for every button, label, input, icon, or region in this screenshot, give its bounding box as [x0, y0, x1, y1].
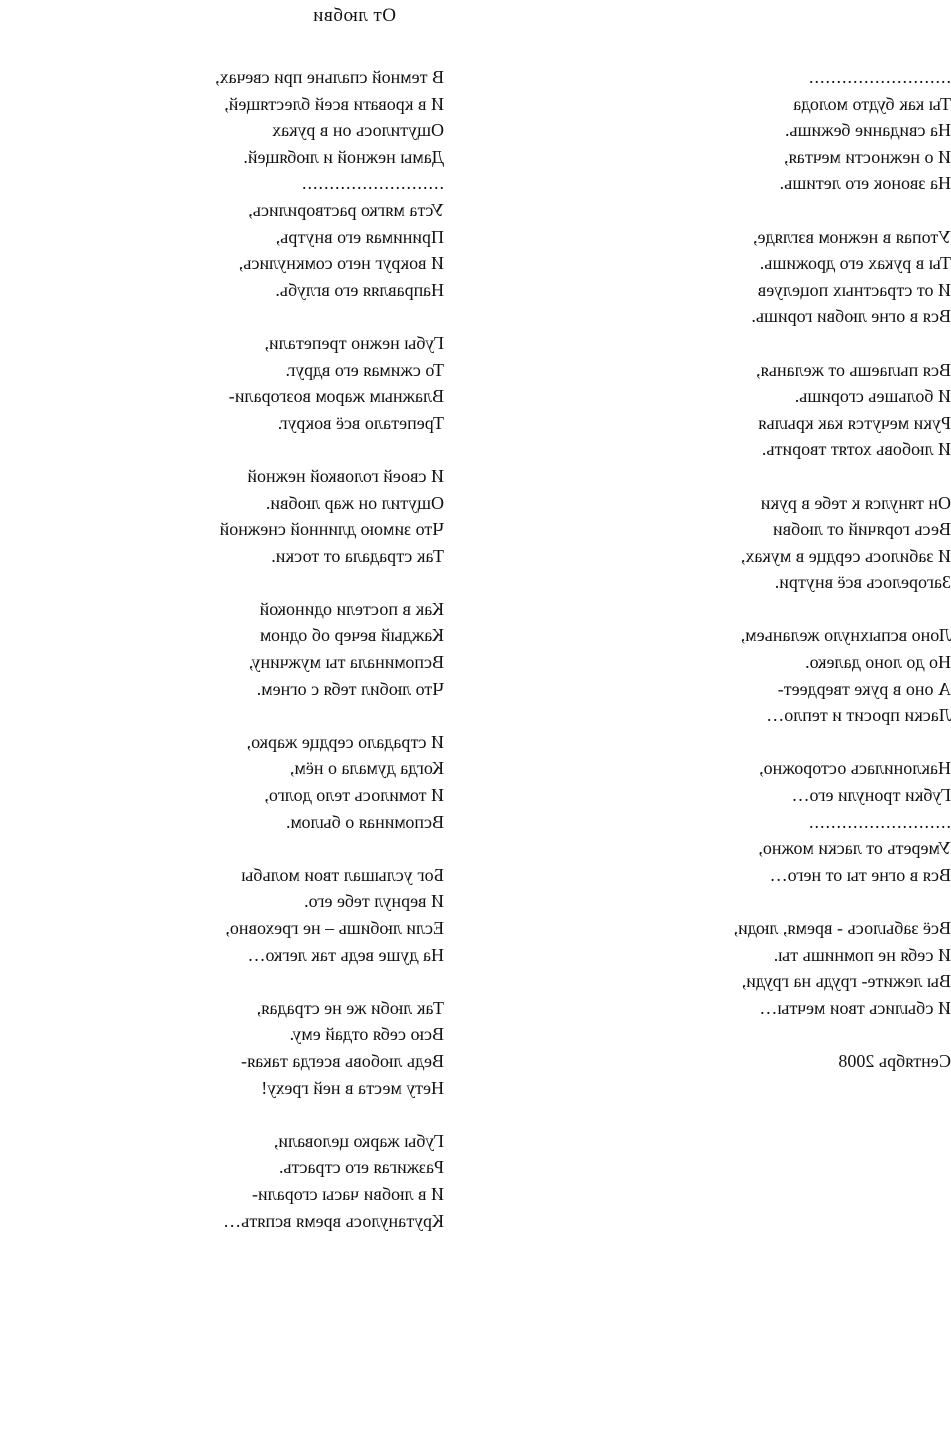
poem-line: Вы лежите- грудь на груди,	[741, 971, 951, 992]
poem-line: И себя не помнишь ты.	[773, 944, 951, 965]
poem-line: Весь горячий от любви	[772, 519, 951, 540]
poem-line: Он тянулся к тебе в руки	[760, 492, 951, 513]
poem-line: Что любил тебя с огнем.	[256, 678, 444, 699]
poem-stanza	[4, 463, 444, 569]
poem-line: Всё забылось - время, люди,	[733, 918, 951, 938]
poem-line: Разжигая его страсть.	[278, 1157, 444, 1178]
poem-stanza	[4, 729, 444, 835]
poem-line: Дамы нежной и любящей.	[243, 146, 444, 167]
poem-line: Утопая в нежном взгляде,	[753, 226, 951, 247]
poem-stanza	[4, 1128, 444, 1234]
poem-line: Вспоминая о былом.	[286, 811, 444, 832]
poem-line: Вся в огне любви горишь.	[751, 306, 951, 327]
poem-stanza	[621, 64, 951, 197]
poem-line: Всю себя отдай ему.	[289, 1024, 444, 1045]
poem-stanza	[4, 862, 444, 968]
poem-line: Так люби же не страдая,	[256, 997, 444, 1018]
poem-stanza	[621, 755, 951, 888]
poem-date: Сентябрь 2008	[838, 1050, 951, 1071]
poem-line: И о нежности мечтая,	[784, 146, 951, 167]
poem-line: И от страстных поцелуев	[757, 279, 951, 300]
poem-line: Уста мягко растворились,	[248, 199, 444, 220]
poem-line: Крутанулось время вспять…	[223, 1210, 444, 1231]
poem-stanza	[4, 330, 444, 436]
poem-line: Принимая его внутрь,	[275, 226, 444, 247]
ellipsis-divider: ..........................	[808, 67, 951, 87]
poem-line: Но до лоно далеко.	[805, 652, 951, 673]
poem-line: Влажным жаром возгорали-	[228, 386, 444, 407]
poem-line: Так страдала от тоски.	[271, 545, 444, 566]
poem-line: Бог услышал твои мольбы	[241, 864, 444, 885]
poem-line: Ласки просит и тепло…	[766, 705, 951, 726]
ellipsis-divider: ..........................	[808, 811, 951, 832]
poem-line: Губки тронули его…	[791, 785, 951, 806]
poem-stanza	[621, 357, 951, 463]
poem-title: От любви	[312, 5, 396, 26]
poem-line: Когда думала о нём,	[289, 758, 444, 779]
poem-stanza	[621, 224, 951, 330]
poem-line: Ощутилось он в руках	[272, 120, 444, 141]
poem-line: И вернул тебе его.	[304, 891, 444, 912]
poem-line: Вспоминала ты мужчину,	[248, 652, 444, 673]
poem-stanza	[621, 490, 951, 596]
poem-stanza	[621, 622, 951, 728]
poem-line: Руки мечутся как крылья	[758, 412, 951, 433]
poem-line: И забилось сердце в муках,	[740, 545, 951, 566]
poem-line: Губы жарко целовали,	[273, 1130, 444, 1151]
poem-line: На звонок его летишь.	[779, 173, 951, 194]
poem-line: И томилось тело долго,	[264, 785, 444, 806]
poem-line: И любовь хотят творить.	[761, 439, 951, 460]
poem-line: И сбылись твои мечты…	[759, 997, 951, 1018]
poem-stanza	[4, 64, 444, 303]
poem-line: Губы нежно трепетали,	[264, 332, 444, 353]
poem-stanza	[4, 995, 444, 1101]
poem-line: И большеь сгоришь.	[794, 386, 951, 407]
poem-line: То сжимая его вдруг.	[285, 359, 444, 380]
poem-line: Загорелось всё внутри.	[774, 572, 951, 593]
poem-line: Ощутил он жар любви.	[265, 492, 444, 513]
poem-line: И в любви часы сгорали-	[251, 1183, 444, 1204]
poem-line: И вокруг него сомкнулись,	[238, 253, 444, 274]
poem-line: Ты как будто молода	[793, 93, 951, 114]
poem-stanza	[4, 596, 444, 702]
poem-stanza	[621, 915, 951, 1021]
poem-line: Если любишь – не греховно,	[225, 918, 444, 938]
poem-line: В темной спальне при свечах,	[215, 67, 444, 87]
poem-line: А оно в руке твердеет-	[777, 678, 951, 699]
poem-line: Лоно вспыхнуло желаньем,	[740, 625, 951, 646]
poem-line: Как в постели одинокой	[259, 598, 444, 619]
poem-column-right	[4, 64, 444, 1261]
poem-line: И в кровати всей блестящей,	[224, 93, 444, 114]
poem-line: Ведь любовь всегда такая-	[241, 1050, 444, 1071]
poem-line: На душе ведь так легко…	[247, 944, 444, 965]
poem-line: Трепетало всё вокруг.	[277, 412, 444, 433]
poem-line: Ты в руках его дрожишь.	[759, 253, 951, 274]
poem-line: Каждый вечер об одном	[259, 625, 444, 646]
poem-line: И страдало сердце жарко,	[246, 731, 444, 752]
ellipsis-divider: ..........................	[301, 173, 444, 194]
poem-line: Умереть от ласки можно,	[758, 838, 951, 859]
poem-line: На свидание бежишь.	[784, 120, 951, 141]
poem-line: Нету места в ней греху!	[261, 1077, 444, 1098]
poem-line: И своей головкой нежной	[247, 465, 444, 486]
poem-column-left	[621, 64, 951, 1075]
poem-line: Направляя его вглубь.	[275, 279, 444, 300]
poem-line: Вся пылаешь от желанья,	[756, 359, 951, 380]
poem-line: Вся в огне ты от него…	[769, 864, 951, 885]
poem-line: Наклонилась осторожно,	[759, 758, 951, 779]
poem-line: Что зимою длинной снежной	[219, 519, 444, 540]
